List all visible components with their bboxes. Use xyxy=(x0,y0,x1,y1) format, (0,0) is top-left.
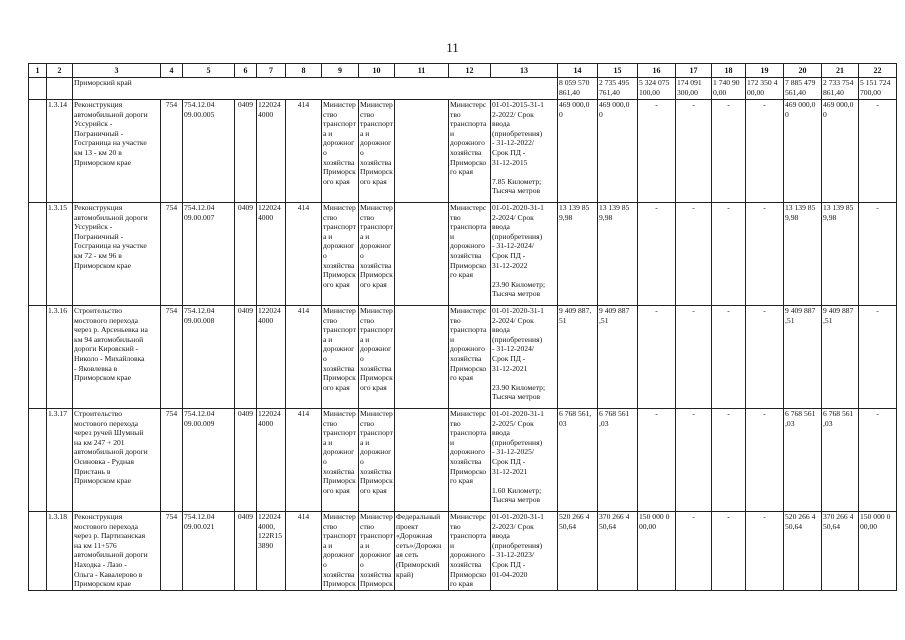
table-cell xyxy=(47,78,73,100)
column-header: 22 xyxy=(859,64,897,78)
column-header: 20 xyxy=(784,64,822,78)
table-cell: Министер ство транспорт а и дорожног о хозяйства Приморск xyxy=(359,512,395,591)
table-cell: Министерс тво транспорта и дорожного хозяйства Приморско го края xyxy=(449,512,491,591)
table-cell: Министер ство транспорт а и дорожног о хозяйства Приморск ого края xyxy=(322,100,359,203)
table-cell: 0409 xyxy=(235,100,257,203)
table-cell: 754 xyxy=(161,512,183,591)
page-number: 11 xyxy=(446,40,459,55)
table-cell: 122024 4000 xyxy=(257,100,286,203)
table-cell: 6 768 561, 03 xyxy=(558,409,598,512)
table-cell: 01-01-2020-31-1 2-2024/ Срок ввода (приобретения) - 31-12-2024/ Срок ПД - 31-12-2022 23.90 Километр; Тысяча метров xyxy=(491,203,558,306)
table-cell: Министер ство транспорт а и дорожног о хозяйства Приморск ого края xyxy=(359,100,395,203)
table-cell: 0409 xyxy=(235,512,257,591)
column-header: 5 xyxy=(183,64,235,78)
table-cell: 414 xyxy=(286,100,322,203)
total-value: 172 350 4 00,00 xyxy=(746,78,784,100)
table-cell: 520 266 4 50,64 xyxy=(784,512,822,591)
table-cell xyxy=(395,306,449,409)
table-cell: 150 000 0 00,00 xyxy=(859,512,897,591)
object-name: Реконструкция автомобильной дороги Уссурийск - Пограничный - Госграница на участке км 72 - км 96 в Приморском крае xyxy=(73,203,161,306)
table-cell: Федеральный проект «Дорожная сеть»/Дорожн ая сеть (Приморский край) xyxy=(395,512,449,591)
table-cell: 9 409 887 ,51 xyxy=(822,306,859,409)
table-cell: 9 409 887, 51 xyxy=(558,306,598,409)
table-cell: 0409 xyxy=(235,203,257,306)
table-cell: 13 139 85 9,98 xyxy=(558,203,598,306)
object-name: Строительство мостового перехода через р. Арсеньевка на км 94 автомобильной дороги Кировский - Николо - Михайловка - Яковлевка в Приморском крае xyxy=(73,306,161,409)
column-header: 9 xyxy=(322,64,359,78)
table-cell xyxy=(395,203,449,306)
table-cell: - xyxy=(712,512,746,591)
table-cell: Министер ство транспорт а и дорожног о хозяйства Приморск ого края xyxy=(322,203,359,306)
table-cell: 414 xyxy=(286,409,322,512)
total-value: 8 059 570 861,40 xyxy=(558,78,598,100)
table-cell: 13 139 85 9,98 xyxy=(822,203,859,306)
table-cell: 469 000,0 0 xyxy=(822,100,859,203)
table-cell: - xyxy=(676,512,712,591)
row-number: 1.3.16 xyxy=(47,306,73,409)
table-cell: - xyxy=(746,100,784,203)
table-cell: 370 266 4 50,64 xyxy=(822,512,859,591)
table-cell: 0409 xyxy=(235,409,257,512)
table-cell xyxy=(29,306,47,409)
table-cell: 469 000,0 0 xyxy=(558,100,598,203)
row-number: 1.3.14 xyxy=(47,100,73,203)
table-cell: - xyxy=(859,306,897,409)
table-cell xyxy=(29,100,47,203)
table-row xyxy=(29,409,897,512)
table-cell: 122024 4000 xyxy=(257,409,286,512)
table-cell: Министер ство транспорт а и дорожног о хозяйства Приморск ого края xyxy=(322,306,359,409)
table-cell: - xyxy=(746,306,784,409)
total-value: 2 733 754 861,40 xyxy=(822,78,859,100)
table-cell: - xyxy=(859,409,897,512)
table-cell: 370 266 4 50,64 xyxy=(598,512,638,591)
table-cell: 122024 4000 xyxy=(257,306,286,409)
table-cell: 0409 xyxy=(235,306,257,409)
column-header: 1 xyxy=(29,64,47,78)
column-header: 17 xyxy=(676,64,712,78)
table-cell: Министер ство транспорт а и дорожног о хозяйства Приморск ого края xyxy=(359,409,395,512)
column-header: 15 xyxy=(598,64,638,78)
table-cell: Министер ство транспорт а и дорожног о хозяйства Приморск xyxy=(322,512,359,591)
table-cell xyxy=(395,100,449,203)
column-header: 18 xyxy=(712,64,746,78)
table-cell: 520 266 4 50,64 xyxy=(558,512,598,591)
table-cell: 01-01-2020-31-1 2-2025/ Срок ввода (приобретения) - 31-12-2025/ Срок ПД - 31-12-2021 1.60 Километр; Тысяча метров xyxy=(491,409,558,512)
table-cell xyxy=(29,78,47,100)
table-cell: 01-01-2015-31-1 2-2022/ Срок ввода (приобретения) - 31-12-2022/ Срок ПД - 31-12-2015 7.85 Километр; Тысяча метров xyxy=(491,100,558,203)
table-cell: 13 139 85 9,98 xyxy=(784,203,822,306)
total-value: 174 091 300,00 xyxy=(676,78,712,100)
table-cell: 13 139 85 9,98 xyxy=(598,203,638,306)
table-cell: - xyxy=(676,100,712,203)
region-name: Приморский край xyxy=(73,78,558,100)
table-cell: 122024 4000 xyxy=(257,203,286,306)
table-cell: 6 768 561 ,03 xyxy=(598,409,638,512)
register-table xyxy=(28,63,897,591)
table-cell: 414 xyxy=(286,512,322,591)
total-value: 5 151 724 700,00 xyxy=(859,78,897,100)
total-value: 2 735 495 761,40 xyxy=(598,78,638,100)
table-cell: Министер ство транспорт а и дорожног о хозяйства Приморск ого края xyxy=(359,203,395,306)
table-cell: - xyxy=(676,306,712,409)
table-cell: 754.12.04 09.00.005 xyxy=(183,100,235,203)
table-cell: 754.12.04 09.00.009 xyxy=(183,409,235,512)
table-cell: Министерс тво транспорта и дорожного хозяйства Приморско го края xyxy=(449,100,491,203)
table-cell: - xyxy=(638,203,676,306)
table-cell: 122024 4000, 122R15 3890 xyxy=(257,512,286,591)
table-cell: Министерс тво транспорта и дорожного хозяйства Приморско го края xyxy=(449,203,491,306)
total-value: 7 885 479 561,40 xyxy=(784,78,822,100)
table-cell: - xyxy=(638,306,676,409)
total-value: 5 324 075 100,00 xyxy=(638,78,676,100)
region-total-row xyxy=(29,78,897,100)
column-header: 16 xyxy=(638,64,676,78)
column-header: 4 xyxy=(161,64,183,78)
total-value: 1 740 90 0,00 xyxy=(712,78,746,100)
table-cell: - xyxy=(712,100,746,203)
table-cell: - xyxy=(676,203,712,306)
table-row xyxy=(29,203,897,306)
table-cell: - xyxy=(859,100,897,203)
column-header: 10 xyxy=(359,64,395,78)
row-number: 1.3.17 xyxy=(47,409,73,512)
table-cell: 754.12.04 09.00.007 xyxy=(183,203,235,306)
table-cell xyxy=(29,409,47,512)
table-cell xyxy=(29,512,47,591)
table-cell: - xyxy=(746,203,784,306)
column-header: 11 xyxy=(395,64,449,78)
table-cell: 01-01-2020-31-1 2-2023/ Срок ввода (приобретения) - 31-12-2023/ Срок ПД - 01-04-2020 xyxy=(491,512,558,591)
table-cell: 6 768 561 ,03 xyxy=(822,409,859,512)
table-row xyxy=(29,512,897,591)
table-cell: 6 768 561 ,03 xyxy=(784,409,822,512)
object-name: Реконструкция автомобильной дороги Уссурийск - Пограничный - Госграница на участке км 13 - км 20 в Приморском крае xyxy=(73,100,161,203)
table-cell: - xyxy=(712,409,746,512)
column-header: 2 xyxy=(47,64,73,78)
table-cell: - xyxy=(676,409,712,512)
column-header: 7 xyxy=(257,64,286,78)
column-header: 3 xyxy=(73,64,161,78)
header-row xyxy=(29,64,897,78)
column-header: 14 xyxy=(558,64,598,78)
column-header: 12 xyxy=(449,64,491,78)
object-name: Реконструкция мостового перехода через р. Партизанская на км 11+576 автомобильной дороги Находка - Лазо - Ольга - Кавалерово в Приморском крае xyxy=(73,512,161,591)
table-cell: Министер ство транспорт а и дорожног о хозяйства Приморск ого края xyxy=(359,306,395,409)
table-cell: 469 000,0 0 xyxy=(784,100,822,203)
table-cell: 9 409 887 ,51 xyxy=(784,306,822,409)
table-cell: 01-01-2020-31-1 2-2024/ Срок ввода (приобретения) - 31-12-2024/ Срок ПД - 31-12-2021 23.90 Километр; Тысяча метров xyxy=(491,306,558,409)
table-cell xyxy=(29,203,47,306)
table-cell: - xyxy=(712,203,746,306)
column-header: 19 xyxy=(746,64,784,78)
column-header: 13 xyxy=(491,64,558,78)
table-cell: - xyxy=(638,409,676,512)
table-row xyxy=(29,306,897,409)
table-cell: - xyxy=(859,203,897,306)
table-cell: 754 xyxy=(161,409,183,512)
table-cell: 150 000 0 00,00 xyxy=(638,512,676,591)
table-cell: - xyxy=(746,409,784,512)
table-cell: Министер ство транспорт а и дорожног о хозяйства Приморск ого края xyxy=(322,409,359,512)
table-cell: 414 xyxy=(286,203,322,306)
table-row xyxy=(29,100,897,203)
table-cell: 469 000,0 0 xyxy=(598,100,638,203)
table-cell: 9 409 887 ,51 xyxy=(598,306,638,409)
column-header: 8 xyxy=(286,64,322,78)
column-header: 21 xyxy=(822,64,859,78)
column-header: 6 xyxy=(235,64,257,78)
table-cell: - xyxy=(746,512,784,591)
table-cell xyxy=(395,409,449,512)
table-cell: 754 xyxy=(161,203,183,306)
table-cell: 414 xyxy=(286,306,322,409)
row-number: 1.3.15 xyxy=(47,203,73,306)
row-number: 1.3.18 xyxy=(47,512,73,591)
table-cell: 754.12.04 09.00.008 xyxy=(183,306,235,409)
table-cell: Министерс тво транспорта и дорожного хозяйства Приморско го края xyxy=(449,306,491,409)
table-cell: 754 xyxy=(161,306,183,409)
table-cell: - xyxy=(638,100,676,203)
object-name: Строительство мостового перехода через ручей Шумный на км 247 + 201 автомобильной дороги Осиновка - Рудная Пристань в Приморском крае xyxy=(73,409,161,512)
table-cell: Министерс тво транспорта и дорожного хозяйства Приморско го края xyxy=(449,409,491,512)
table-cell: - xyxy=(712,306,746,409)
table-cell: 754 xyxy=(161,100,183,203)
table-cell: 754.12.04 09.00.021 xyxy=(183,512,235,591)
